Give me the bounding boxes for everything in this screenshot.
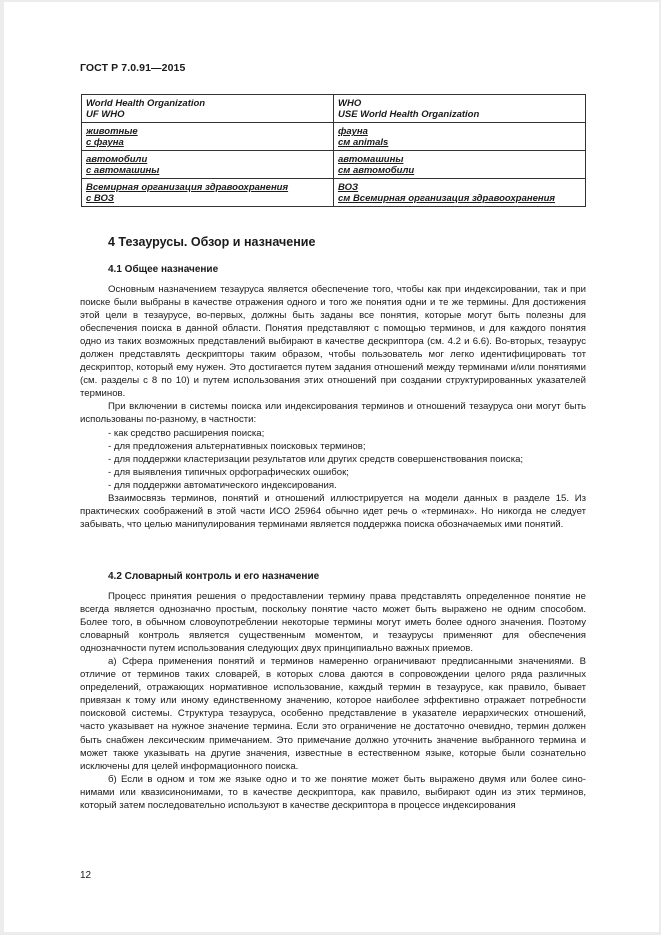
section-body bbox=[80, 283, 586, 531]
table-cell bbox=[334, 179, 586, 207]
list-item: - для поддержки кластеризации результатов или других средств совершенствования поиска; bbox=[108, 453, 524, 465]
cell-line: UF WHO bbox=[86, 109, 125, 120]
subsection-title: 4.2 Словарный контроль и его назначение bbox=[108, 571, 320, 582]
cell-line: животные bbox=[86, 126, 138, 137]
list-item: - для поддержки автоматического индексирования. bbox=[108, 479, 337, 491]
list-item: - как средство расширения поиска; bbox=[108, 427, 265, 439]
table-row bbox=[82, 123, 586, 151]
subsection-title: 4.1 Общее назначение bbox=[108, 264, 219, 275]
cell-line: с ВОЗ bbox=[86, 193, 115, 204]
document-code: ГОСТ Р 7.0.91—2015 bbox=[80, 62, 186, 74]
list-item: - для выявления типичных орфографических ошибок; bbox=[108, 466, 349, 478]
table-cell bbox=[334, 123, 586, 151]
cell-line: фауна bbox=[338, 126, 368, 137]
paragraph: а) Сфера применения понятий и терминов намеренно ограничивают предписанными значениями. В отличие от терминов таких словарей, в которых слова даются в сопровождении целого ряда различных определений, отражающих нормативное использование, каждый термин в тезаурусе, как правило, бывает привязан к тому или иному единственному значению, которое наиболее эффективно отражает потребности поисковой системы. Структура тезауруса, особенно представление в указателе иерархических отношений, часто указывает на нужное значение термина. Если это ограничение не достаточно очевидно, термин должен быть снабжен лексическим примечанием. Это примечание должно уточнить значение выбранного термина и может также указывать на другие значения, известные в естественном языке, которые были сознательно исключены для целей информационного поиска. bbox=[80, 656, 586, 772]
cell-line: см animals bbox=[338, 137, 389, 148]
cell-line: автомобили bbox=[86, 154, 148, 165]
table-cell bbox=[334, 95, 586, 123]
cell-line: см Всемирная организация здравоохранения bbox=[338, 193, 556, 204]
cell-line: Всемирная организация здравоохранения bbox=[86, 182, 289, 193]
cell-line: World Health Organization bbox=[86, 98, 206, 109]
table-cell bbox=[82, 123, 334, 151]
table-row bbox=[82, 179, 586, 207]
bullet-list bbox=[80, 427, 586, 492]
paragraph: б) Если в одном и том же языке одно и то же понятие может быть выражено двумя или более синонимами или квазисинонимами, то в качестве дескриптора, как правило, выбирают один из этих терминов, который затем последовательно используют в качестве дескриптора в процессе индексирования bbox=[80, 773, 586, 811]
section-title: 4 Тезаурусы. Обзор и назначение bbox=[108, 235, 316, 249]
page-number: 12 bbox=[80, 870, 92, 881]
table-row bbox=[82, 151, 586, 179]
paragraph: Взаимосвязь терминов, понятий и отношений иллюстрируется на модели данных в разделе 15. Из практических соображений в этой части ИСО 25964 обычно идет речь о «терминах». Но никогда не следует забывать, что целью манипулирования терминами является поддержка поиска обозначаемых ими понятий. bbox=[80, 492, 586, 530]
paragraph: При включении в системы поиска или индексирования терминов и отношений тезауруса они могут быть использованы по-разному, в частности: bbox=[80, 401, 586, 426]
paragraph: Основным назначением тезауруса является обеспечение того, чтобы как при индексировании, так и при поиске были выбраны в качестве отражения одного и того же понятия одни и те же термины. Для достижения этой цели в тезаурусе, во-первых, должны быть заданы все понятия, которые могут быть полезны для обеспечения поиска в данной области. Понятия представляют с помощью терминов, и для каждого понятия одно из таких возможных представлений выбирают в качестве дескриптора (см. 4.2 и 6.6). Во-вторых, тезаурус должен представлять дескрипторы таким образом, чтобы пользователь мог легко идентифицировать тот дескриптор, который ему нужен. Это достигается путем задания отношений между терминами и/или понятиями (см. разделы с 8 по 10) и путем использования этих отношений при создании структурированных указателей терминов. bbox=[80, 284, 586, 400]
cell-line: ВОЗ bbox=[338, 182, 359, 193]
cell-line: с автомашины bbox=[86, 165, 160, 176]
cell-line: USE World Health Organization bbox=[338, 109, 480, 120]
cell-line: автомашины bbox=[338, 154, 404, 165]
cross-reference-table bbox=[81, 94, 586, 207]
table-cell bbox=[82, 95, 334, 123]
cell-line: WHO bbox=[338, 98, 362, 109]
cell-line: с фауна bbox=[86, 137, 124, 148]
table-cell bbox=[334, 151, 586, 179]
table-cell bbox=[82, 179, 334, 207]
paragraph: Процесс принятия решения о предоставлении термину права представлять определенное понятие не всегда является однозначно простым, поскольку понятие часто может быть выражено не одним способом. Более того, в обычном словоупотреблении некоторые термины могут иметь более одного значения. Поэтому словарный контроль является существенным моментом, и тезаурусы применяют для обеспечения однозначности путем использования следующих двух принципиально важных приемов. bbox=[80, 591, 586, 655]
table-row bbox=[82, 95, 586, 123]
list-item: - для предложения альтернативных поисковых терминов; bbox=[108, 440, 366, 452]
table-cell bbox=[82, 151, 334, 179]
cell-line: см автомобили bbox=[338, 165, 415, 176]
section-body bbox=[80, 590, 586, 812]
